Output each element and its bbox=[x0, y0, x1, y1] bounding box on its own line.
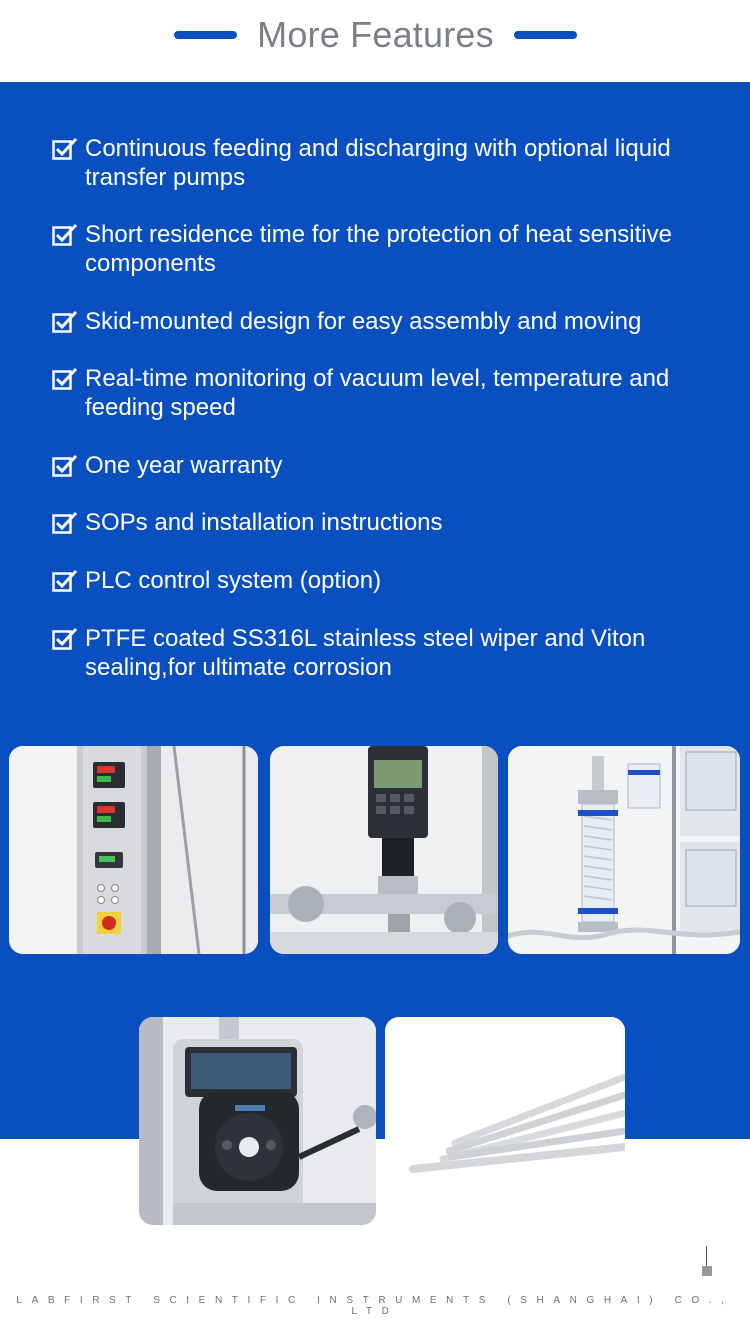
peristaltic-pump-image bbox=[139, 1017, 376, 1225]
checkbox-check-icon bbox=[52, 627, 78, 651]
wiper-rods-image bbox=[385, 1017, 625, 1225]
checkbox-check-icon bbox=[52, 569, 78, 593]
feature-text: Short residence time for the protection of heat sensitive components bbox=[85, 221, 672, 277]
feature-text: PLC control system (option) bbox=[85, 567, 382, 594]
feature-text: Skid-mounted design for easy assembly and moving bbox=[85, 308, 642, 335]
section-title: More Features bbox=[257, 14, 494, 55]
control-cabinet-image bbox=[9, 746, 258, 954]
checkbox-check-icon bbox=[52, 511, 78, 535]
checkbox-check-icon bbox=[52, 310, 78, 334]
footer-divider-line bbox=[706, 1246, 707, 1268]
checkbox-check-icon bbox=[52, 454, 78, 478]
peristaltic-pump-photo bbox=[139, 1017, 376, 1225]
feature-text: PTFE coated SS316L stainless steel wiper and Viton sealing,for ultimate corrosion bbox=[85, 625, 646, 681]
company-name: LABFIRST SCIENTIFIC INSTRUMENTS (SHANGHAI) CO., LTD bbox=[16, 1295, 734, 1317]
feature-text: Continuous feeding and discharging with optional liquid transfer pumps bbox=[85, 135, 671, 191]
feature-text: One year warranty bbox=[85, 452, 283, 479]
stirrer-controller-image bbox=[270, 746, 498, 954]
glass-column-image bbox=[508, 746, 740, 954]
feature-text: Real-time monitoring of vacuum level, temperature and feeding speed bbox=[85, 365, 670, 421]
control-cabinet-photo bbox=[9, 746, 258, 954]
section-header bbox=[0, 0, 750, 82]
glass-column-photo bbox=[508, 746, 740, 954]
footer-divider-square bbox=[702, 1266, 712, 1276]
feature-text: SOPs and installation instructions bbox=[85, 509, 443, 536]
checkbox-check-icon bbox=[52, 367, 78, 391]
ptfe-wiper-rods-photo bbox=[385, 1017, 625, 1225]
checkbox-check-icon bbox=[52, 223, 78, 247]
header-left-bar bbox=[174, 31, 237, 39]
motor-controller-photo bbox=[270, 746, 498, 954]
checkbox-check-icon bbox=[52, 137, 78, 161]
header-right-bar bbox=[514, 31, 577, 39]
